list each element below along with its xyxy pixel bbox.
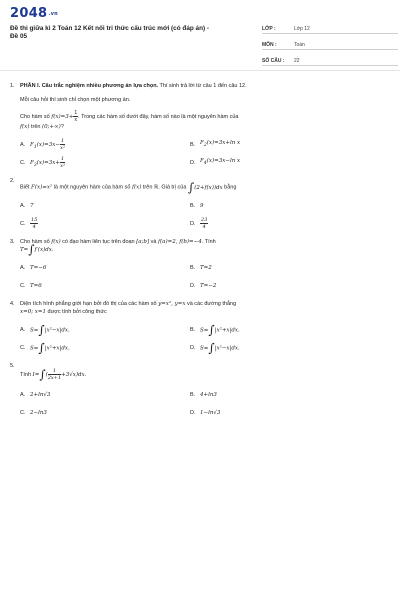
stem-math: y=x², y=x xyxy=(158,301,186,307)
option-letter: B. xyxy=(190,327,196,333)
meta-row-class xyxy=(262,18,398,34)
meta-value: 22 xyxy=(294,58,300,64)
option-text: $F_2(x)=3x+\ln$ x xyxy=(200,140,241,149)
option-letter: A. xyxy=(20,142,26,148)
stem-text: Tính xyxy=(20,372,33,378)
option-text: 1−ln√3 xyxy=(200,410,221,416)
option-letter: C. xyxy=(20,160,26,166)
option-c[interactable] xyxy=(20,155,190,171)
option-letter: D. xyxy=(190,283,196,289)
fraction: $\frac{1}{x}$ xyxy=(74,110,78,123)
stem-math: [a;b] xyxy=(136,238,150,245)
options-grid xyxy=(20,387,388,421)
question-number: 5. xyxy=(10,363,15,369)
stem-text: trên xyxy=(29,124,42,130)
option-b[interactable] xyxy=(190,260,360,276)
part-instruction-2: Mỗi câu hỏi thí sinh chỉ chọn một phương án. xyxy=(20,97,131,103)
option-text: $\frac{23}{4}$ xyxy=(201,217,208,230)
option-text: S=∫|x²−x|dx. xyxy=(200,340,240,355)
meta-row-subject xyxy=(262,34,398,50)
question-stem xyxy=(20,238,388,255)
option-letter: B. xyxy=(190,202,196,209)
option-text: 4+ln3 xyxy=(200,392,217,398)
stem-text: có đạo hàm liên tục trên đoạn xyxy=(60,238,137,245)
option-text: T=2 xyxy=(200,265,212,271)
option-a[interactable] xyxy=(20,260,190,276)
question-2 xyxy=(10,177,388,232)
option-letter: C. xyxy=(20,220,26,227)
options-grid xyxy=(20,137,388,171)
option-text: 9 xyxy=(200,202,204,209)
option-text: $F_4(x)=3x-\ln$ x xyxy=(200,158,241,167)
meta-key: SỐ CÂU : xyxy=(262,58,285,64)
stem-text: bằng xyxy=(222,184,237,191)
option-c[interactable] xyxy=(20,216,190,232)
stem-text: Diện tích hình phẳng giới hạn bởi đồ thị của các hàm số xyxy=(20,301,157,307)
option-b[interactable] xyxy=(190,198,360,214)
header-divider xyxy=(0,70,400,71)
option-text: $F_3(x)=3x+$ $\frac{1}{\text{x²}}$ xyxy=(30,155,65,169)
brand-name: 2048 xyxy=(10,6,48,21)
option-c[interactable] xyxy=(20,340,190,356)
stem-text: và các đường thẳng xyxy=(185,301,237,307)
document-header xyxy=(10,6,390,70)
question-stem: Cho hàm số f(x)=3+ $\frac{1}{x}$ . Trong các hàm số dưới đây, hàm số nào là một nguyên hàm của f(x) trên (0;+∞)? xyxy=(20,110,239,130)
stem-math: (0;+∞) xyxy=(41,124,61,130)
stem-math: f(x) xyxy=(51,238,61,245)
option-text: $\frac{15}{4}$ xyxy=(31,217,38,230)
option-letter: B. xyxy=(190,392,196,398)
option-d[interactable] xyxy=(190,340,360,356)
option-letter: A. xyxy=(20,392,26,398)
option-text: 2−ln3 xyxy=(30,410,47,416)
option-a[interactable] xyxy=(20,322,190,338)
meta-key: LỚP : xyxy=(262,26,276,32)
option-b[interactable] xyxy=(190,387,360,403)
option-text: S=∫|x²+x|dx. xyxy=(30,340,70,355)
option-text: 2+ln√3 xyxy=(30,392,51,398)
stem-text: là một nguyên hàm của hàm số xyxy=(52,184,132,191)
question-number: 1. xyxy=(10,83,15,89)
option-a[interactable] xyxy=(20,198,190,214)
question-5 xyxy=(10,362,388,421)
option-letter: D. xyxy=(190,345,196,351)
options-grid xyxy=(20,322,388,356)
meta-value: Lớp 12 xyxy=(294,26,310,32)
option-letter: C. xyxy=(20,283,26,289)
option-a[interactable] xyxy=(20,387,190,403)
question-4 xyxy=(10,300,388,356)
option-d[interactable] xyxy=(190,278,360,294)
meta-value: Toán xyxy=(294,42,305,48)
stem-math: f(x) xyxy=(20,124,30,130)
question-number: 3. xyxy=(10,238,15,245)
option-letter: C. xyxy=(20,345,26,351)
stem-text: Cho hàm số xyxy=(20,113,52,120)
option-text: T=6 xyxy=(30,283,42,289)
option-letter: B. xyxy=(190,265,196,271)
option-c[interactable] xyxy=(20,405,190,421)
option-letter: C. xyxy=(20,410,26,416)
option-letter: A. xyxy=(20,202,26,209)
stem-math: f(a)=2, f(b)=−4 xyxy=(157,238,202,245)
part-title: PHẦN I. Câu trắc nghiệm nhiều phương án lựa chọn. xyxy=(20,83,159,89)
option-d[interactable] xyxy=(190,216,360,232)
option-letter: D. xyxy=(190,160,196,166)
option-text: 7 xyxy=(30,202,34,209)
stem-text: Cho hàm số xyxy=(20,238,52,245)
option-text: S=∫|x²−x|dx. xyxy=(30,322,70,337)
option-text: T=−2 xyxy=(200,283,217,289)
option-b[interactable] xyxy=(190,137,360,153)
stem-text: Biết xyxy=(20,184,32,191)
option-b[interactable] xyxy=(190,322,360,338)
question-stem xyxy=(20,177,388,192)
stem-text: được tính bởi công thức xyxy=(46,309,107,315)
option-text: S=∫|x²+x|dx. xyxy=(200,322,240,337)
option-letter: D. xyxy=(190,220,196,227)
option-text: T=−6 xyxy=(30,265,47,271)
option-d[interactable] xyxy=(190,155,360,171)
options-grid xyxy=(20,198,388,232)
option-letter: A. xyxy=(20,327,26,333)
options-grid xyxy=(20,260,388,294)
meta-row-count xyxy=(262,50,398,66)
option-a[interactable] xyxy=(20,137,190,153)
meta-key: MÔN : xyxy=(262,42,277,48)
stem-math: F(x)=x² xyxy=(31,184,53,191)
stem-math: T=∫f′(x)dx. xyxy=(20,242,54,257)
question-number: 2. xyxy=(10,178,15,184)
stem-text: . Tính xyxy=(201,238,216,245)
stem-math: f(x)=3+ xyxy=(51,113,74,120)
stem-math: f(x) xyxy=(131,184,142,191)
question-1 xyxy=(10,82,388,171)
meta-box xyxy=(262,18,398,66)
question-number: 4. xyxy=(10,301,15,307)
question-3 xyxy=(10,238,388,295)
document-title: Đề thi giữa kì 2 Toán 12 Kết nối tri thức cấu trúc mới (có đáp án) - Đề 05 xyxy=(10,25,210,40)
stem-math: x=0; x=1 xyxy=(20,309,47,315)
stem-text: . Trong các hàm số dưới đây, hàm số nào là một nguyên hàm của xyxy=(78,113,239,120)
stem-text: và xyxy=(149,238,158,245)
option-text: $F_1(x)=3x-$ $\frac{1}{\text{x²}}$ xyxy=(30,137,65,151)
option-letter: A. xyxy=(20,265,26,271)
brand-suffix: .vn xyxy=(48,10,59,17)
stem-text: trên ℝ. Giá trị của xyxy=(141,184,188,191)
part-instruction: Thí sinh trả lời từ câu 1 đến câu 12. xyxy=(158,83,247,89)
document-content xyxy=(10,82,388,427)
option-c[interactable] xyxy=(20,278,190,294)
option-letter: D. xyxy=(190,410,196,416)
option-d[interactable] xyxy=(190,405,360,421)
option-letter: B. xyxy=(190,142,196,148)
question-stem xyxy=(20,300,388,316)
stem-math: I=∫( $\frac{1}{2x+1}$ +3√x)dx. xyxy=(32,367,87,382)
stem-math: ∫(2+f(x))dx xyxy=(187,180,223,194)
part-heading xyxy=(20,82,388,90)
question-stem xyxy=(20,362,388,381)
